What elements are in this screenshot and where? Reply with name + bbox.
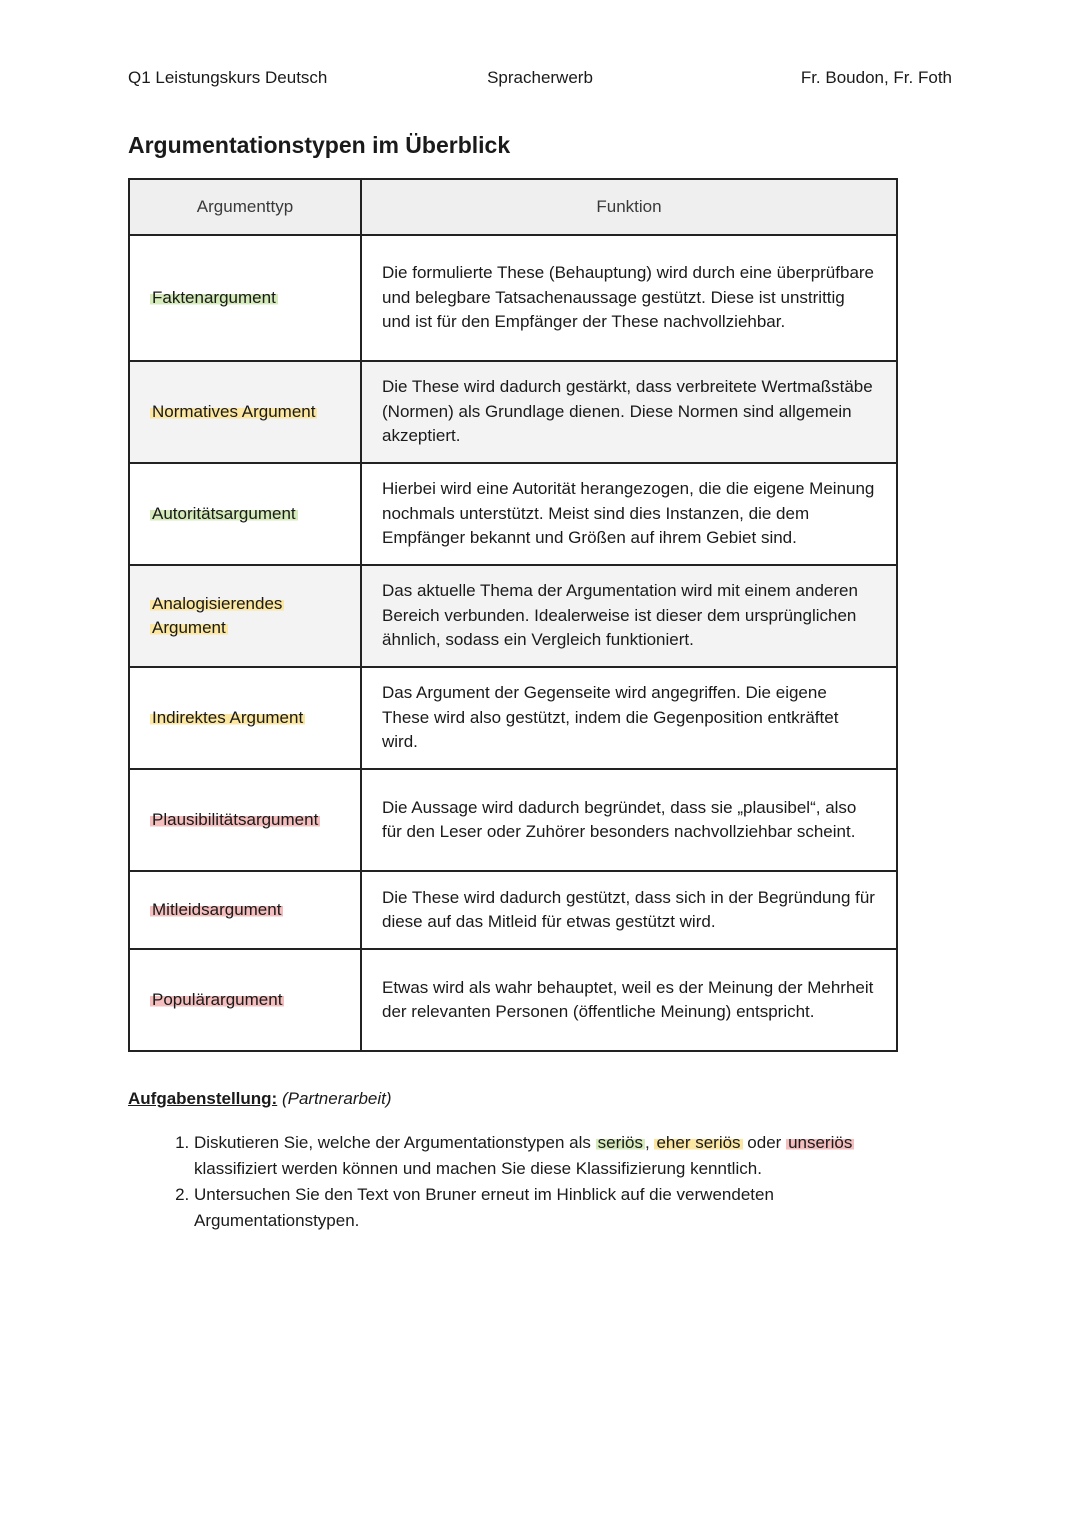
column-header-function: Funktion [361, 179, 897, 235]
table-header-row [129, 179, 897, 235]
argument-function-text: Die These wird dadurch gestützt, dass sich in der Begründung für diese auf das Mitleid für etwas gestützt wird. [361, 871, 897, 949]
argument-type-label: Analogisierendes Argument [152, 593, 283, 637]
task-note: (Partnerarbeit) [281, 1089, 392, 1108]
page-title: Argumentationstypen im Überblick [128, 132, 511, 158]
argument-type-label: Normatives Argument [152, 401, 316, 421]
table-row [129, 463, 897, 565]
argument-function-text: Das aktuelle Thema der Argumentation wird mit einem anderen Bereich verbunden. Idealerweise ist dieser dem ursprünglichen ähnlich, sodass ein Vergleich funktioniert. [361, 565, 897, 667]
task-section [128, 1088, 928, 1234]
column-header-type: Argumenttyp [129, 179, 361, 235]
table-row [129, 949, 897, 1051]
task-item-2: 2. Untersuchen Sie den Text von Bruner erneut im Hinblick auf die verwendeten Argumentationstypen. [194, 1182, 928, 1234]
argument-type-label: Plausibilitätsargument [152, 809, 319, 829]
argument-type-label: Indirektes Argument [152, 707, 304, 727]
table-row [129, 235, 897, 361]
teachers-label: Fr. Boudon, Fr. Foth [800, 68, 952, 87]
table-row [129, 565, 897, 667]
argument-type-label: Mitleidsargument [152, 899, 282, 919]
table-row [129, 361, 897, 463]
unserioes-highlight: unseriös [788, 1133, 853, 1152]
argument-function-text: Die Aussage wird dadurch begründet, dass sie „plausibel“, also für den Leser oder Zuhörer besonders nachvollziehbar scheint. [361, 769, 897, 871]
argument-type-label: Faktenargument [152, 287, 276, 307]
argument-function-text: Das Argument der Gegenseite wird angegriffen. Die eigene These wird also gestützt, indem die Gegenposition entkräftet wird. [361, 667, 897, 769]
table-row [129, 769, 897, 871]
page-header [128, 68, 952, 92]
argument-type-label: Populärargument [152, 989, 283, 1009]
task-label: Aufgabenstellung: [128, 1089, 278, 1108]
serioes-highlight: seriös [597, 1133, 643, 1152]
argument-types-table [128, 178, 898, 1052]
table-row [129, 871, 897, 949]
argument-function-text: Etwas wird als wahr behauptet, weil es der Meinung der Mehrheit der relevanten Personen (öffentliche Meinung) entspricht. [361, 949, 897, 1051]
argument-function-text: Hierbei wird eine Autorität herangezogen, die die eigene Meinung nochmals unterstützt. Meist sind dies Instanzen, die dem Empfänger bekannt und Größen auf ihrem Gebiet sind. [361, 463, 897, 565]
task-item-1: 1. Diskutieren Sie, welche der Argumentationstypen als seriös , eher seriös oder unseriös klassifiziert werden können und machen Sie diese Klassifizierung kenntlich. [194, 1130, 928, 1182]
table-row [129, 667, 897, 769]
eher-serioes-highlight: eher seriös [656, 1133, 741, 1152]
topic-label: Spracherwerb [487, 68, 593, 87]
argument-type-label: Autoritätsargument [152, 503, 296, 523]
task-list [128, 1130, 928, 1234]
argument-function-text: Die These wird dadurch gestärkt, dass verbreitete Wertmaßstäbe (Normen) als Grundlage dienen. Diese Normen sind allgemein akzeptiert. [361, 361, 897, 463]
task-heading [128, 1088, 928, 1110]
argument-function-text: Die formulierte These (Behauptung) wird durch eine überprüfbare und belegbare Tatsachenaussage gestützt. Diese ist unstrittig und ist für den Empfänger der These nachvollziehbar. [361, 235, 897, 361]
course-label: Q1 Leistungskurs Deutsch [128, 68, 328, 87]
